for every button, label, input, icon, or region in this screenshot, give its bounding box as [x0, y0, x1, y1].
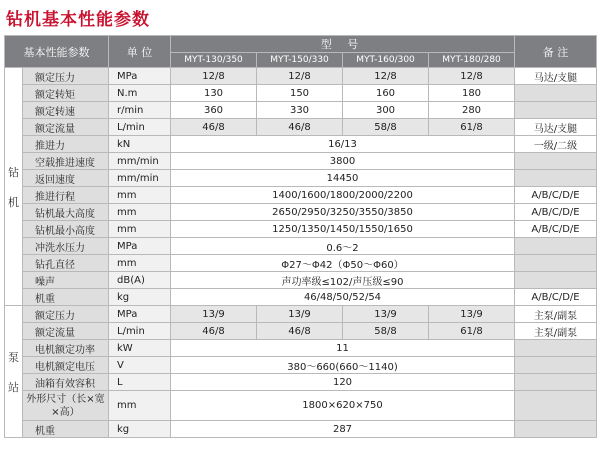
param-unit: r/min	[109, 102, 171, 119]
param-note	[515, 238, 597, 255]
table-row	[5, 238, 597, 255]
header-param: 基本性能参数	[5, 36, 109, 68]
param-value: 13/9	[171, 306, 257, 323]
param-name: 电机额定电压	[23, 357, 109, 374]
param-unit: L	[109, 374, 171, 391]
param-value: 280	[429, 102, 515, 119]
param-note	[515, 170, 597, 187]
param-value: 61/8	[429, 323, 515, 340]
param-value: 46/8	[171, 323, 257, 340]
param-name: 钻孔直径	[23, 255, 109, 272]
table-row	[5, 204, 597, 221]
param-value: 12/8	[343, 68, 429, 85]
param-note	[515, 102, 597, 119]
param-value: 330	[257, 102, 343, 119]
table-row	[5, 136, 597, 153]
param-name: 额定流量	[23, 119, 109, 136]
param-value: 16/13	[171, 136, 515, 153]
param-name: 推进力	[23, 136, 109, 153]
table-row	[5, 340, 597, 357]
param-unit: L/min	[109, 323, 171, 340]
table-row	[5, 323, 597, 340]
param-value: 11	[171, 340, 515, 357]
param-unit: mm/min	[109, 170, 171, 187]
param-name: 机重	[23, 289, 109, 306]
spec-table	[4, 35, 597, 438]
param-note	[515, 357, 597, 374]
param-unit: kg	[109, 421, 171, 438]
param-name: 额定压力	[23, 68, 109, 85]
param-unit: mm	[109, 204, 171, 221]
param-note: 马达/支腿	[515, 68, 597, 85]
table-row	[5, 289, 597, 306]
param-unit: kN	[109, 136, 171, 153]
param-value: 声功率级≤102/声压级≤90	[171, 272, 515, 289]
param-value: 1250/1350/1450/1550/1650	[171, 221, 515, 238]
model-name: MYT-160/300	[343, 53, 429, 68]
param-value: 46/8	[257, 119, 343, 136]
header-unit: 单 位	[109, 36, 171, 68]
param-unit: MPa	[109, 68, 171, 85]
table-row	[5, 357, 597, 374]
param-value: 58/8	[343, 323, 429, 340]
param-name: 冲洗水压力	[23, 238, 109, 255]
param-value: 46/48/50/52/54	[171, 289, 515, 306]
param-value: 14450	[171, 170, 515, 187]
param-note: A/B/C/D/E	[515, 289, 597, 306]
param-unit: mm	[109, 221, 171, 238]
param-name: 推进行程	[23, 187, 109, 204]
param-value: Φ27～Φ42（Φ50～Φ60）	[171, 255, 515, 272]
param-note: A/B/C/D/E	[515, 204, 597, 221]
param-value: 12/8	[257, 68, 343, 85]
table-row	[5, 153, 597, 170]
param-value: 1400/1600/1800/2000/2200	[171, 187, 515, 204]
param-name: 油箱有效容积	[23, 374, 109, 391]
table-row	[5, 170, 597, 187]
param-name: 额定流量	[23, 323, 109, 340]
param-note	[515, 391, 597, 421]
group-label	[5, 68, 23, 306]
param-value: 13/9	[257, 306, 343, 323]
param-unit: kg	[109, 289, 171, 306]
group-char: 机	[8, 195, 19, 209]
param-value: 12/8	[429, 68, 515, 85]
param-name: 外形尺寸（长×宽×高）	[23, 391, 109, 421]
header-model: 型 号	[171, 36, 515, 53]
param-value: 46/8	[257, 323, 343, 340]
model-name: MYT-150/330	[257, 53, 343, 68]
model-name: MYT-130/350	[171, 53, 257, 68]
param-unit: mm	[109, 187, 171, 204]
group-char: 站	[8, 380, 19, 394]
param-name: 额定转矩	[23, 85, 109, 102]
param-note: 马达/支腿	[515, 119, 597, 136]
param-unit: MPa	[109, 306, 171, 323]
param-value: 1800×620×750	[171, 391, 515, 421]
param-value: 46/8	[171, 119, 257, 136]
param-value: 61/8	[429, 119, 515, 136]
table-row	[5, 85, 597, 102]
page-title: 钻机基本性能参数	[6, 10, 150, 30]
param-name: 空载推进速度	[23, 153, 109, 170]
param-note	[515, 85, 597, 102]
header-note: 备 注	[515, 36, 597, 68]
param-name: 返回速度	[23, 170, 109, 187]
table-row	[5, 255, 597, 272]
table-row	[5, 421, 597, 438]
param-value: 12/8	[171, 68, 257, 85]
group-char: 钻	[8, 165, 19, 179]
param-note	[515, 255, 597, 272]
param-value: 380～660(660～1140)	[171, 357, 515, 374]
param-name: 钻机最大高度	[23, 204, 109, 221]
table-row	[5, 119, 597, 136]
param-value: 120	[171, 374, 515, 391]
table-row	[5, 391, 597, 421]
param-name: 额定转速	[23, 102, 109, 119]
param-name: 机重	[23, 421, 109, 438]
param-note	[515, 374, 597, 391]
param-note	[515, 421, 597, 438]
param-value: 13/9	[343, 306, 429, 323]
param-unit: dB(A)	[109, 272, 171, 289]
param-value: 13/9	[429, 306, 515, 323]
group-label	[5, 306, 23, 438]
group-char: 泵	[8, 350, 19, 364]
param-unit: N.m	[109, 85, 171, 102]
param-unit: mm/min	[109, 153, 171, 170]
table-row	[5, 68, 597, 85]
param-value: 58/8	[343, 119, 429, 136]
table-row	[5, 221, 597, 238]
param-unit: L/min	[109, 119, 171, 136]
param-value: 287	[171, 421, 515, 438]
param-value: 180	[429, 85, 515, 102]
param-unit: mm	[109, 255, 171, 272]
param-note: A/B/C/D/E	[515, 187, 597, 204]
param-name: 额定压力	[23, 306, 109, 323]
param-note: 主泵/副泵	[515, 323, 597, 340]
param-unit: V	[109, 357, 171, 374]
param-name: 钻机最小高度	[23, 221, 109, 238]
table-row	[5, 306, 597, 323]
param-value: 160	[343, 85, 429, 102]
param-note	[515, 272, 597, 289]
param-value: 2650/2950/3250/3550/3850	[171, 204, 515, 221]
param-note: 一级/二级	[515, 136, 597, 153]
param-value: 360	[171, 102, 257, 119]
param-name: 噪声	[23, 272, 109, 289]
param-note	[515, 153, 597, 170]
table-row	[5, 102, 597, 119]
param-note: 主泵/副泵	[515, 306, 597, 323]
param-value: 130	[171, 85, 257, 102]
param-name: 电机额定功率	[23, 340, 109, 357]
param-note	[515, 340, 597, 357]
param-value: 3800	[171, 153, 515, 170]
param-unit: mm	[109, 391, 171, 421]
param-value: 150	[257, 85, 343, 102]
table-row	[5, 374, 597, 391]
param-value: 300	[343, 102, 429, 119]
param-unit: kW	[109, 340, 171, 357]
table-row	[5, 272, 597, 289]
param-value: 0.6～2	[171, 238, 515, 255]
param-note: A/B/C/D/E	[515, 221, 597, 238]
param-unit: MPa	[109, 238, 171, 255]
table-row	[5, 187, 597, 204]
model-name: MYT-180/280	[429, 53, 515, 68]
